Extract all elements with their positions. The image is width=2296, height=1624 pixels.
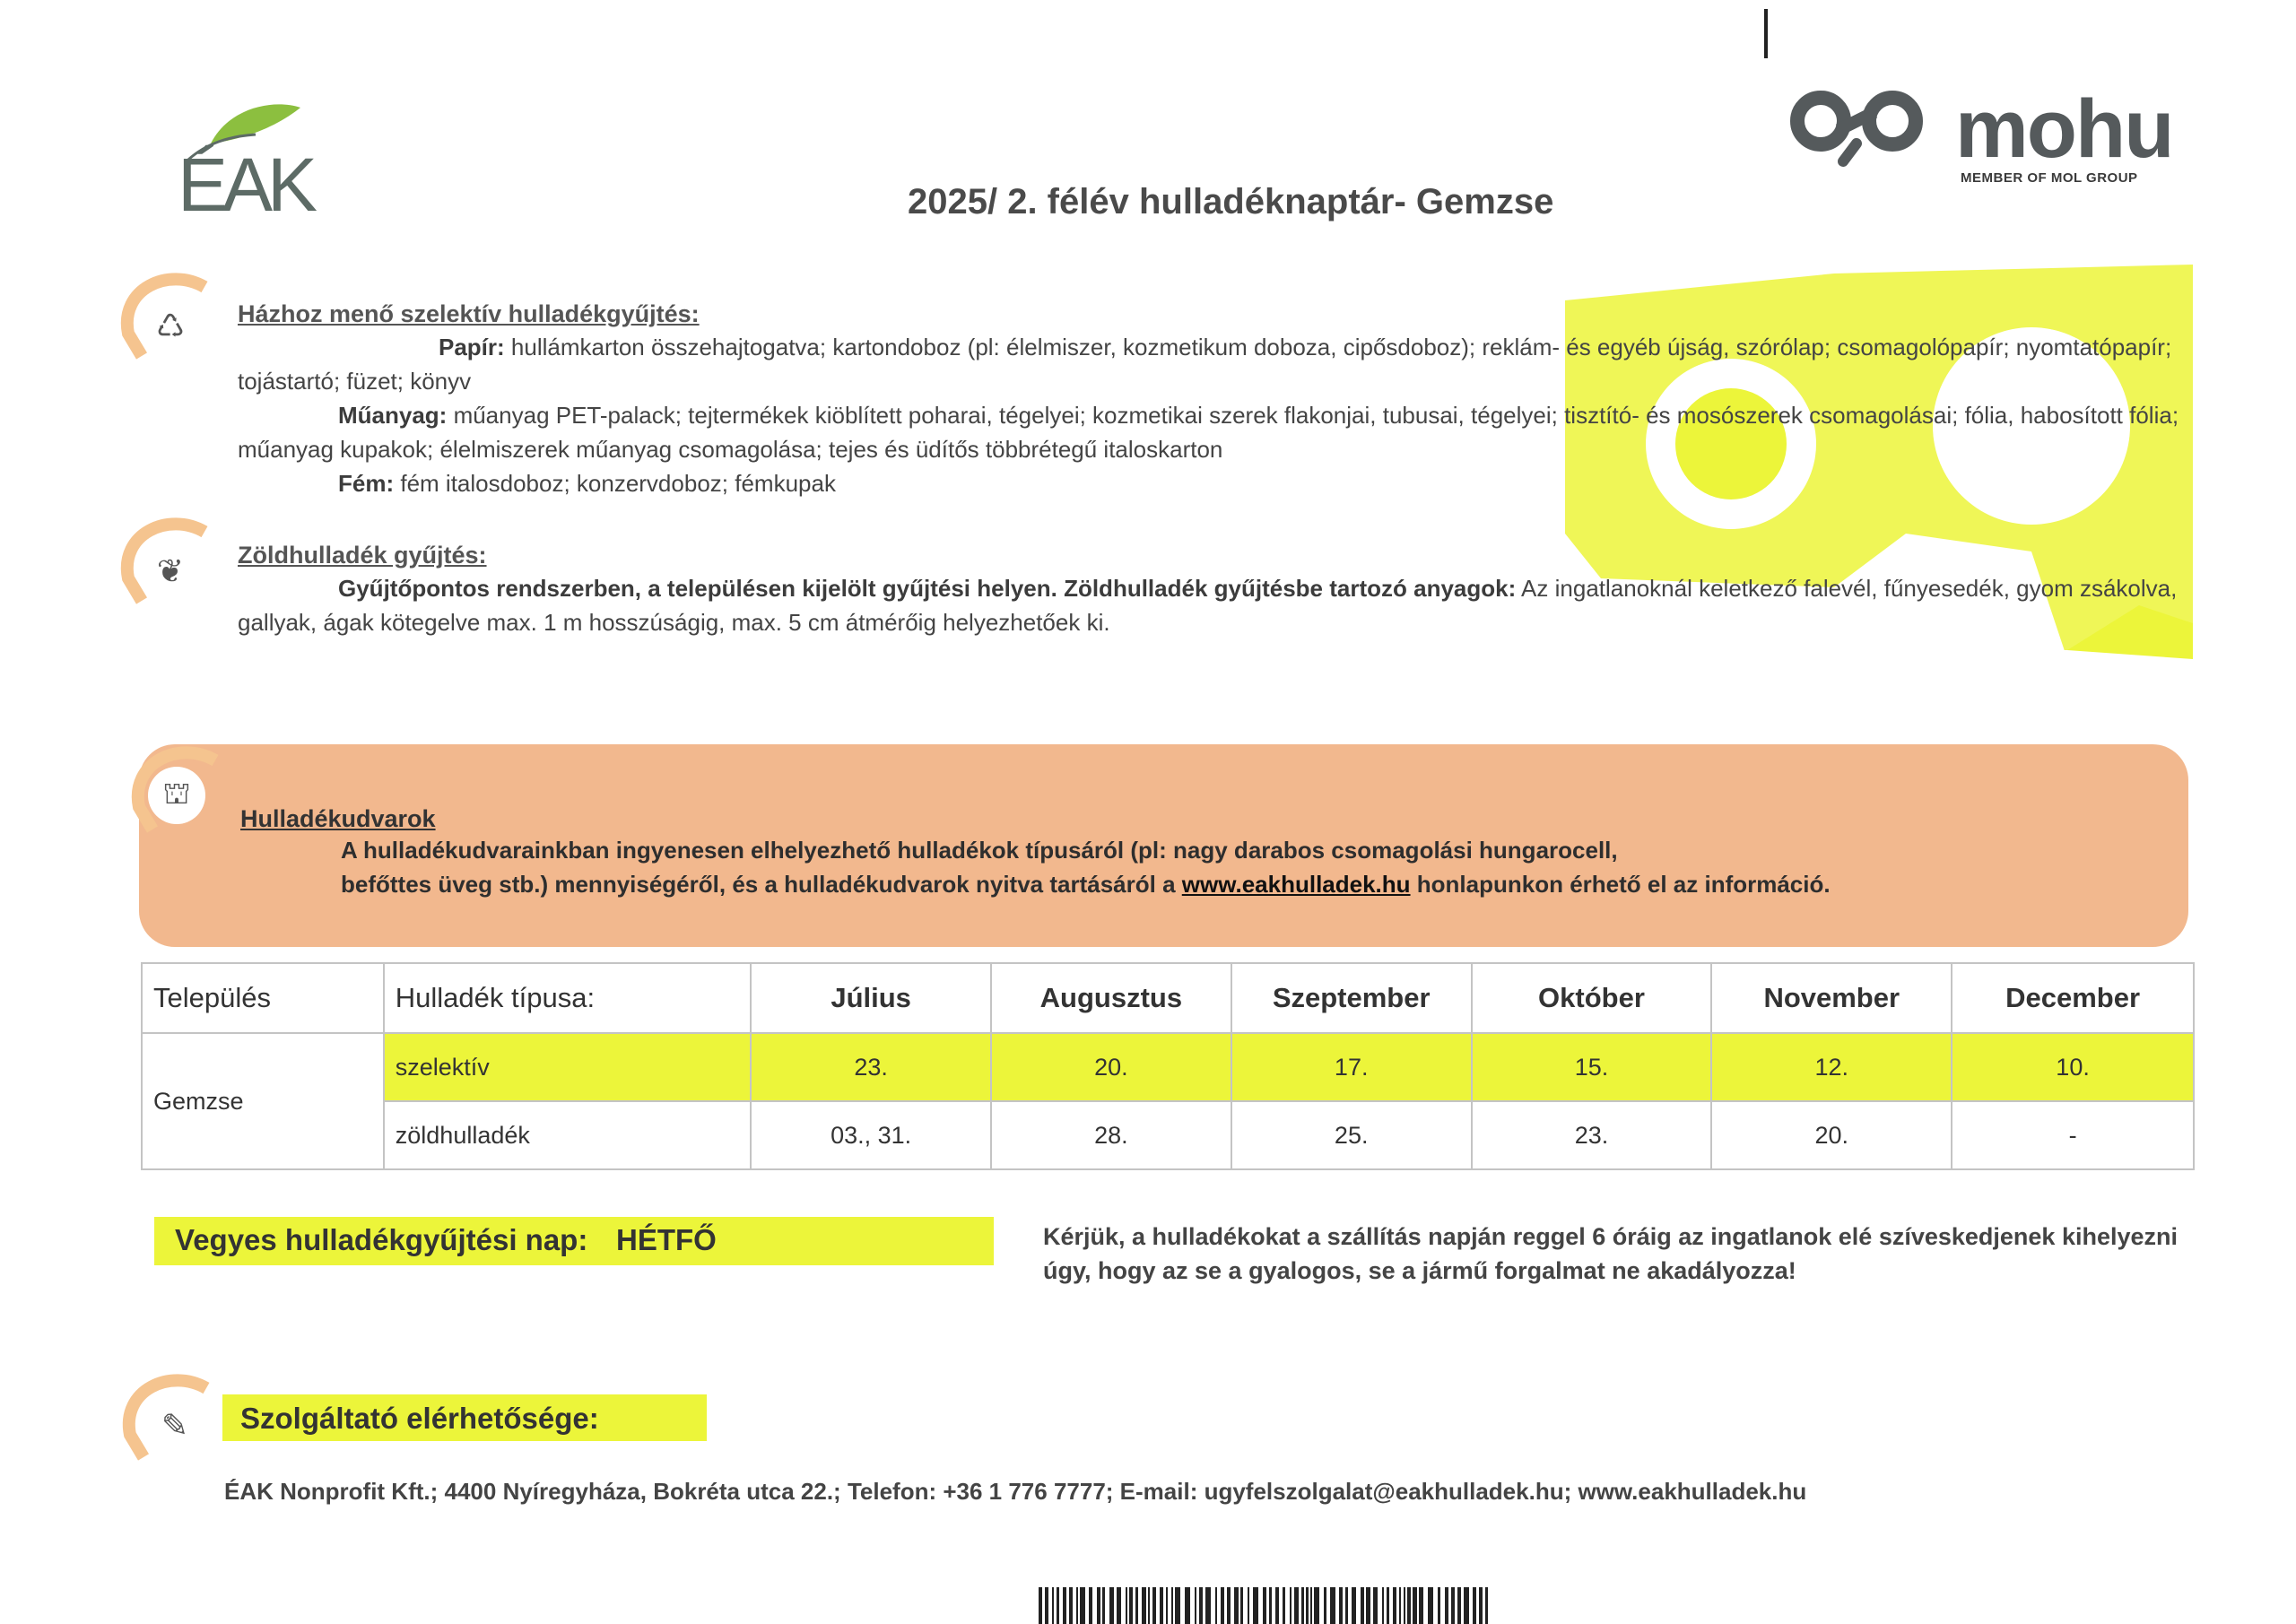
date-cell: 10. — [1952, 1033, 2194, 1101]
date-cell: 28. — [991, 1101, 1231, 1169]
header-waste-type: Hulladék típusa: — [384, 963, 752, 1033]
date-cell: 12. — [1711, 1033, 1952, 1101]
metal-paragraph — [238, 466, 2184, 500]
contact-info: ÉAK Nonprofit Kft.; 4400 Nyíregyháza, Bokréta utca 22.; Telefon: +36 1 776 7777; E-mail: ugyfelszolgalat@eakhulladek.hu; www.eakhulladek.hu — [224, 1478, 1807, 1505]
selective-collection-section — [238, 300, 2184, 500]
header-settlement: Település — [142, 963, 384, 1033]
header-month: Szeptember — [1231, 963, 1472, 1033]
paper-label: Papír: — [439, 334, 505, 360]
settlement-cell: Gemzse — [142, 1033, 384, 1169]
waste-yard-section — [240, 805, 2124, 901]
contact-label: Szolgáltató elérhetősége: — [240, 1402, 599, 1435]
page-title: 2025/ 2. félév hulladéknaptár- Gemzse — [908, 182, 1554, 221]
yard-heading: Hulladékudvarok — [240, 805, 436, 832]
yard-text-line-1: A hulladékudvarainkban ingyenesen elhelyezhető hulladékok típusáról (pl: nagy darabos csomagolási hungarocell, — [341, 837, 1618, 864]
waste-type-cell: zöldhulladék — [384, 1101, 752, 1169]
plastic-text: műanyag PET-palack; tejtermékek kiöblített poharai, tégelyei; kozmetikai szerek flakonjai, tubusai, tégelyei; tisztító- és mosószerek csomagolásai; fólia, habosított fólia; műanyag kupakok; élelmiszerek műanyag csomagolása; tejes és üdítős többrétegű italoskarton — [238, 402, 2179, 463]
collection-schedule-table — [141, 962, 2195, 1170]
placement-notice: Kérjük, a hulladékokat a szállítás napján reggel 6 óráig az ingatlanok elé szíveskedjenek kihelyezni úgy, hogy az se a gyalogos, se a jármű forgalmat ne akadályozza! — [1043, 1223, 2179, 1284]
plastic-paragraph — [238, 398, 2184, 466]
date-cell: 15. — [1472, 1033, 1712, 1101]
paper-text: hullámkarton összehajtogatva; kartondoboz (pl: élelmiszer, kozmetikum doboza, cipősdoboz); reklám- és egyéb újság, szórólap; csomagolópapír; nyomtatópapír; tojástartó; füzet; könyv — [238, 334, 2172, 395]
scan-mark — [1764, 9, 1768, 58]
yard-text-part-a: befőttes üveg stb.) mennyiségéről, és a hulladékudvarok nyitva tartásáról a — [341, 871, 1182, 898]
container-icon: ⛫ — [148, 767, 205, 824]
date-cell: 17. — [1231, 1033, 1472, 1101]
date-cell: 20. — [991, 1033, 1231, 1101]
date-cell: 25. — [1231, 1101, 1472, 1169]
header-month: Július — [751, 963, 991, 1033]
recycle-icon: ♺ — [142, 298, 199, 355]
header-month: Október — [1472, 963, 1712, 1033]
barcode — [1039, 1587, 1492, 1624]
metal-label: Fém: — [338, 470, 395, 497]
table-row — [142, 1101, 2194, 1169]
mohu-tagline: MEMBER OF MOL GROUP — [1961, 170, 2138, 186]
selective-heading: Házhoz menő szelektív hulladékgyűjtés: — [238, 300, 700, 327]
edit-icon: ✎ — [146, 1397, 204, 1455]
date-cell: 03., 31. — [751, 1101, 991, 1169]
mixed-day-label: Vegyes hulladékgyűjtési nap: — [175, 1223, 588, 1256]
website-link[interactable]: www.eakhulladek.hu — [1181, 871, 1411, 898]
table-header-row — [142, 963, 2194, 1033]
date-cell: 23. — [751, 1033, 991, 1101]
green-bold-text: Gyűjtőpontos rendszerben, a településen kijelölt gyűjtési helyen. Zöldhulladék gyűjtésbe tartozó anyagok: — [338, 575, 1517, 602]
header-month: December — [1952, 963, 2194, 1033]
metal-text: fém italosdoboz; konzervdoboz; fémkupak — [394, 470, 836, 497]
paper-paragraph — [238, 330, 2184, 398]
header-month: Augusztus — [991, 963, 1231, 1033]
green-paragraph — [238, 571, 2184, 639]
yard-text-part-b: honlapunkon érhető el az információ. — [1410, 871, 1831, 898]
waste-type-cell: szelektív — [384, 1033, 752, 1101]
date-cell: - — [1952, 1101, 2194, 1169]
date-cell: 20. — [1711, 1101, 1952, 1169]
header-month: November — [1711, 963, 1952, 1033]
mixed-day-value: HÉTFŐ — [616, 1223, 717, 1256]
date-cell: 23. — [1472, 1101, 1712, 1169]
yard-text-line-2 — [240, 867, 2124, 901]
green-heading: Zöldhulladék gyűjtés: — [238, 542, 487, 569]
eak-wordmark: ÉAK — [178, 143, 313, 227]
leaf-icon: ❦ — [142, 543, 199, 600]
green-text: Az ingatlanoknál keletkező falevél, fűnyesedék, gyom zsákolva, gallyak, ágak kötegelve max. 1 m hosszúságig, max. 5 cm átmérőig helyezhetőek ki. — [238, 575, 2178, 636]
green-waste-section — [238, 542, 2184, 639]
table-row — [142, 1033, 2194, 1101]
plastic-label: Műanyag: — [338, 402, 448, 429]
mohu-wordmark: mohu — [1955, 83, 2173, 175]
